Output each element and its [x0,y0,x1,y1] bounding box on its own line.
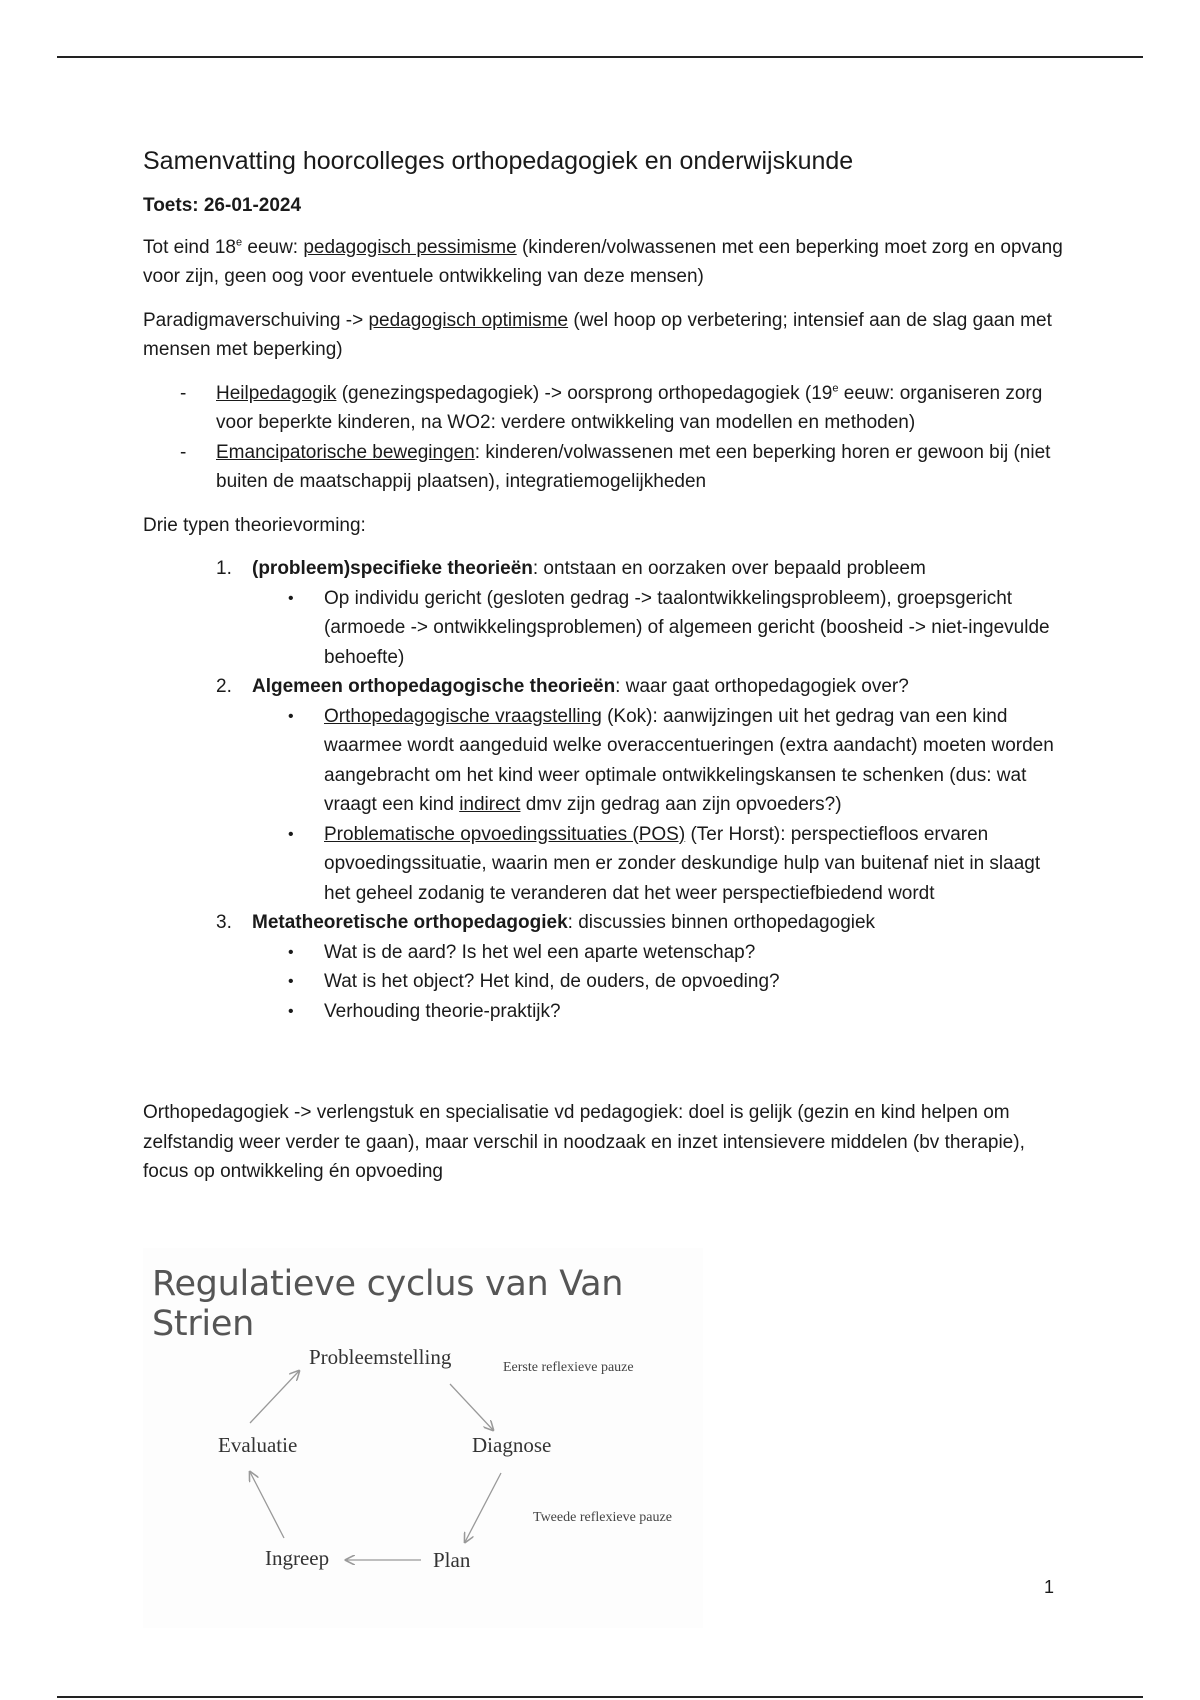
page-number: 1 [1044,1577,1055,1597]
text-span: eeuw: [242,236,304,258]
text-span: Paradigmaverschuiving -> [143,309,369,331]
text-span: Tot eind 18 [143,236,236,258]
arrow-diagnose-plan [465,1473,501,1542]
list-number: 3. [216,912,232,933]
text-span: : waar gaat orthopedagogiek over? [615,676,909,697]
list-item [252,702,1063,820]
node-probleemstelling: Probleemstelling [309,1345,452,1369]
text-span: Wat is de aard? Is het wel een aparte wetenschap? [324,941,756,963]
list-item [143,379,1063,438]
list-item [252,938,1063,968]
underlined-term: pedagogisch optimisme [368,309,569,331]
text-span: (wel hoop op verbetering; intensief aan de slag gaan met mensen met beperking) [143,309,1052,360]
page-title: Samenvatting hoorcolleges orthopedagogiek en onderwijskunde [143,147,854,175]
arrow-probleem-diagnose [450,1384,493,1430]
bullet-list [252,938,1063,1027]
list-item [252,820,1063,909]
text-span: Op individu gericht (gesloten gedrag -> taalontwikkelingsprobleem), groepsgericht (armoede -> ontwikkelingsproblemen) of algemeen gericht (boosheid -> niet-ingevulde behoefte) [324,587,1050,668]
superscript: e [832,382,839,395]
paragraph-pessimisme [143,233,1063,292]
list-item [252,997,1063,1027]
numbered-list [143,554,1063,1026]
underlined-term: Emancipatorische bewegingen [216,441,475,463]
list-item [143,908,1063,1026]
underlined-term: Heilpedagogik [216,382,337,404]
bullet-marker: • [288,707,294,725]
text-span: (Ter Horst): perspectiefloos ervaren opvoedingssituatie, waarin men er zonder deskundige hulp van buitenaf niet in slaagt het geheel zodanig te veranderen dat het weer perspectiefbiedend wordt [324,823,1041,904]
text-span: eeuw: organiseren zorg voor beperkte kinderen, na WO2: verdere ontwikkeling van modellen en methoden) [216,382,1043,433]
text-span: dmv zijn gedrag aan zijn opvoeders?) [520,794,842,815]
bold-term: Algemeen orthopedagogische theorieën [252,676,616,697]
list-item [252,967,1063,997]
paragraph-drie-typen: Drie typen theorievorming: [143,514,366,536]
node-diagnose: Diagnose [472,1433,552,1457]
footer-rule [57,1696,1143,1698]
label-tweede-pauze: Tweede reflexieve pauze [533,1510,672,1525]
paragraph-optimisme [143,306,1063,365]
text-span: Wat is het object? Het kind, de ouders, de opvoeding? [324,971,780,992]
text-span: : ontstaan en oorzaken over bepaald probleem [532,558,926,579]
list-number: 2. [216,676,232,697]
header-rule [57,56,1143,58]
node-ingreep: Ingreep [265,1546,330,1570]
list-number: 1. [216,558,232,579]
dash-list [143,379,1063,497]
text-span: Verhouding theorie-praktijk? [324,1000,561,1022]
bold-term: (probleem)specifieke theorieën [252,558,533,579]
underlined-term: pedagogisch pessimisme [303,236,517,258]
text-span: (Kok): aanwijzingen uit het gedrag van een kind waarmee wordt aangeduid welke overaccentueringen (extra aandacht) moeten worden aangebracht om het kind weer optimale ontwikkelingskansen te schenken (dus: wat vraagt een kind [324,705,1054,815]
text-span: (kinderen/volwassenen met een beperking moet zorg en opvang voor zijn, geen oog voor eventuele ontwikkeling van deze mensen) [143,236,1063,287]
underlined-term: Problematische opvoedingssituaties (POS) [324,823,686,845]
spacer [143,1040,1063,1098]
arrow-ingreep-evaluatie [250,1472,284,1538]
dash-marker: - [180,382,187,404]
bullet-list [252,584,1063,673]
node-evaluatie: Evaluatie [218,1433,298,1457]
list-item [143,672,1063,908]
underlined-term: indirect [459,794,521,815]
paragraph-orthopedagogiek: Orthopedagogiek -> verlengstuk en specialisatie vd pedagogiek: doel is gelijk (gezin en kind helpen om zelfstandig weer verder te gaan), maar verschil in noodzaak en inzet intensievere middelen (bv therapie), focus op ontwikkeling én opvoeding [143,1102,1025,1182]
underlined-term: Orthopedagogische vraagstelling [324,705,602,727]
bold-term: Metatheoretische orthopedagogiek [252,912,568,933]
text-span: (genezingspedagogiek) -> oorsprong orthopedagogiek (19 [336,382,833,404]
bullet-marker: • [288,943,294,961]
text-span: : discussies binnen orthopedagogiek [567,912,876,933]
dash-marker: - [180,441,187,463]
superscript: e [235,236,243,249]
bullet-marker: • [288,973,294,990]
list-item [143,554,1063,672]
label-eerste-pauze: Eerste reflexieve pauze [503,1360,634,1375]
arrow-evaluatie-probleem [250,1371,299,1423]
bullet-list [252,702,1063,909]
regulatieve-cyclus-figure [143,1248,703,1628]
bullet-marker: • [288,1002,294,1020]
figure-title: Regulatieve cyclus van Van Strien [152,1264,624,1344]
list-item [252,584,1063,673]
node-plan: Plan [433,1548,471,1572]
exam-date: Toets: 26-01-2024 [143,195,302,216]
text-span: : kinderen/volwassenen met een beperking horen er gewoon bij (niet buiten de maatschappij plaatsen), integratiemogelijkheden [216,441,1051,492]
list-item [143,438,1063,497]
document-body [143,145,1063,1201]
bullet-marker: • [288,589,294,607]
bullet-marker: • [288,825,294,843]
